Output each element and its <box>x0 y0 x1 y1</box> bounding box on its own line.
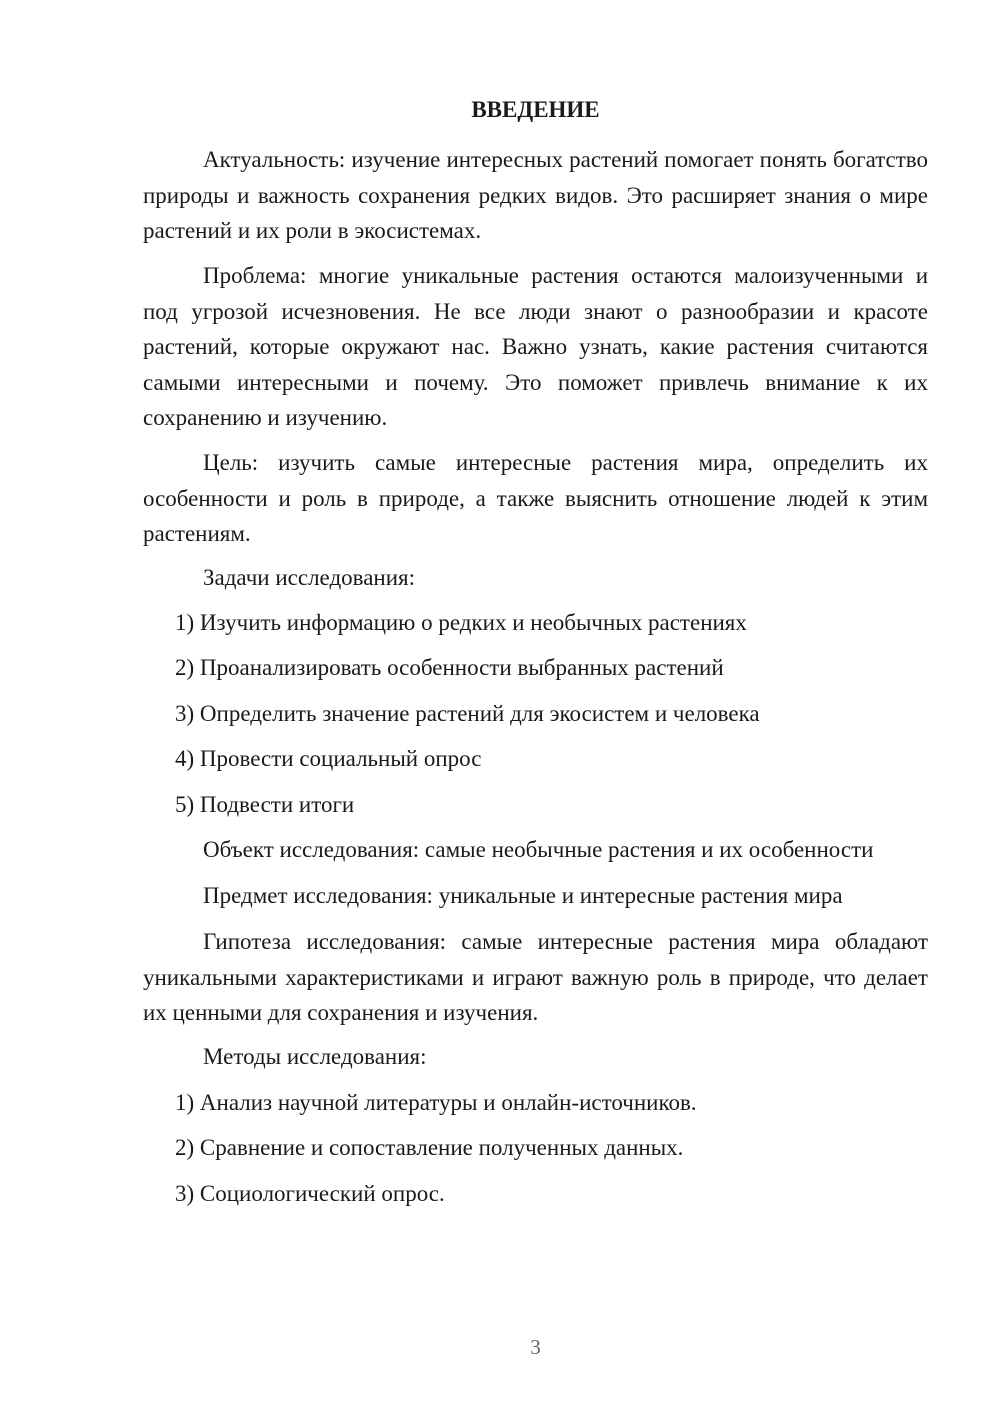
method-item: 3) Социологический опрос. <box>175 1181 445 1206</box>
hypothesis-paragraph: Гипотеза исследования: самые интересные растения мира обладают уникальными характеристиками и играют важную роль в природе, что делает их ценными для сохранения и изучения. <box>143 929 928 1025</box>
goal-paragraph: Цель: изучить самые интересные растения мира, определить их особенности и роль в природе, а также выяснить отношение людей к этим растениям. <box>143 450 928 546</box>
methods-title: Методы исследования: <box>203 1044 427 1069</box>
relevance-paragraph: Актуальность: изучение интересных растений помогает понять богатство природы и важность сохранения редких видов. Это расширяет знания о мире растений и их роли в экосистемах. <box>143 147 928 243</box>
research-subject: Предмет исследования: уникальные и интересные растения мира <box>203 883 843 908</box>
problem-paragraph: Проблема: многие уникальные растения остаются малоизученными и под угрозой исчезновения. Не все люди знают о разнообразии и красоте растений, которые окружают нас. Важно узнать, какие растения считаются самыми интересными и почему. Это поможет привлечь внимание к их сохранению и изучению. <box>143 263 928 430</box>
research-object: Объект исследования: самые необычные растения и их особенности <box>203 837 874 862</box>
task-item: 5) Подвести итоги <box>175 792 355 817</box>
task-item: 3) Определить значение растений для экосистем и человека <box>175 701 760 726</box>
method-item: 1) Анализ научной литературы и онлайн-источников. <box>175 1090 697 1115</box>
task-item: 1) Изучить информацию о редких и необычных растениях <box>175 610 747 635</box>
method-item: 2) Сравнение и сопоставление полученных данных. <box>175 1135 684 1160</box>
tasks-title: Задачи исследования: <box>203 565 416 590</box>
task-item: 2) Проанализировать особенности выбранных растений <box>175 655 724 680</box>
page-number: 3 <box>530 1335 541 1359</box>
section-heading: ВВЕДЕНИЕ <box>471 97 600 122</box>
document-page <box>143 0 928 1414</box>
task-item: 4) Провести социальный опрос <box>175 746 482 771</box>
